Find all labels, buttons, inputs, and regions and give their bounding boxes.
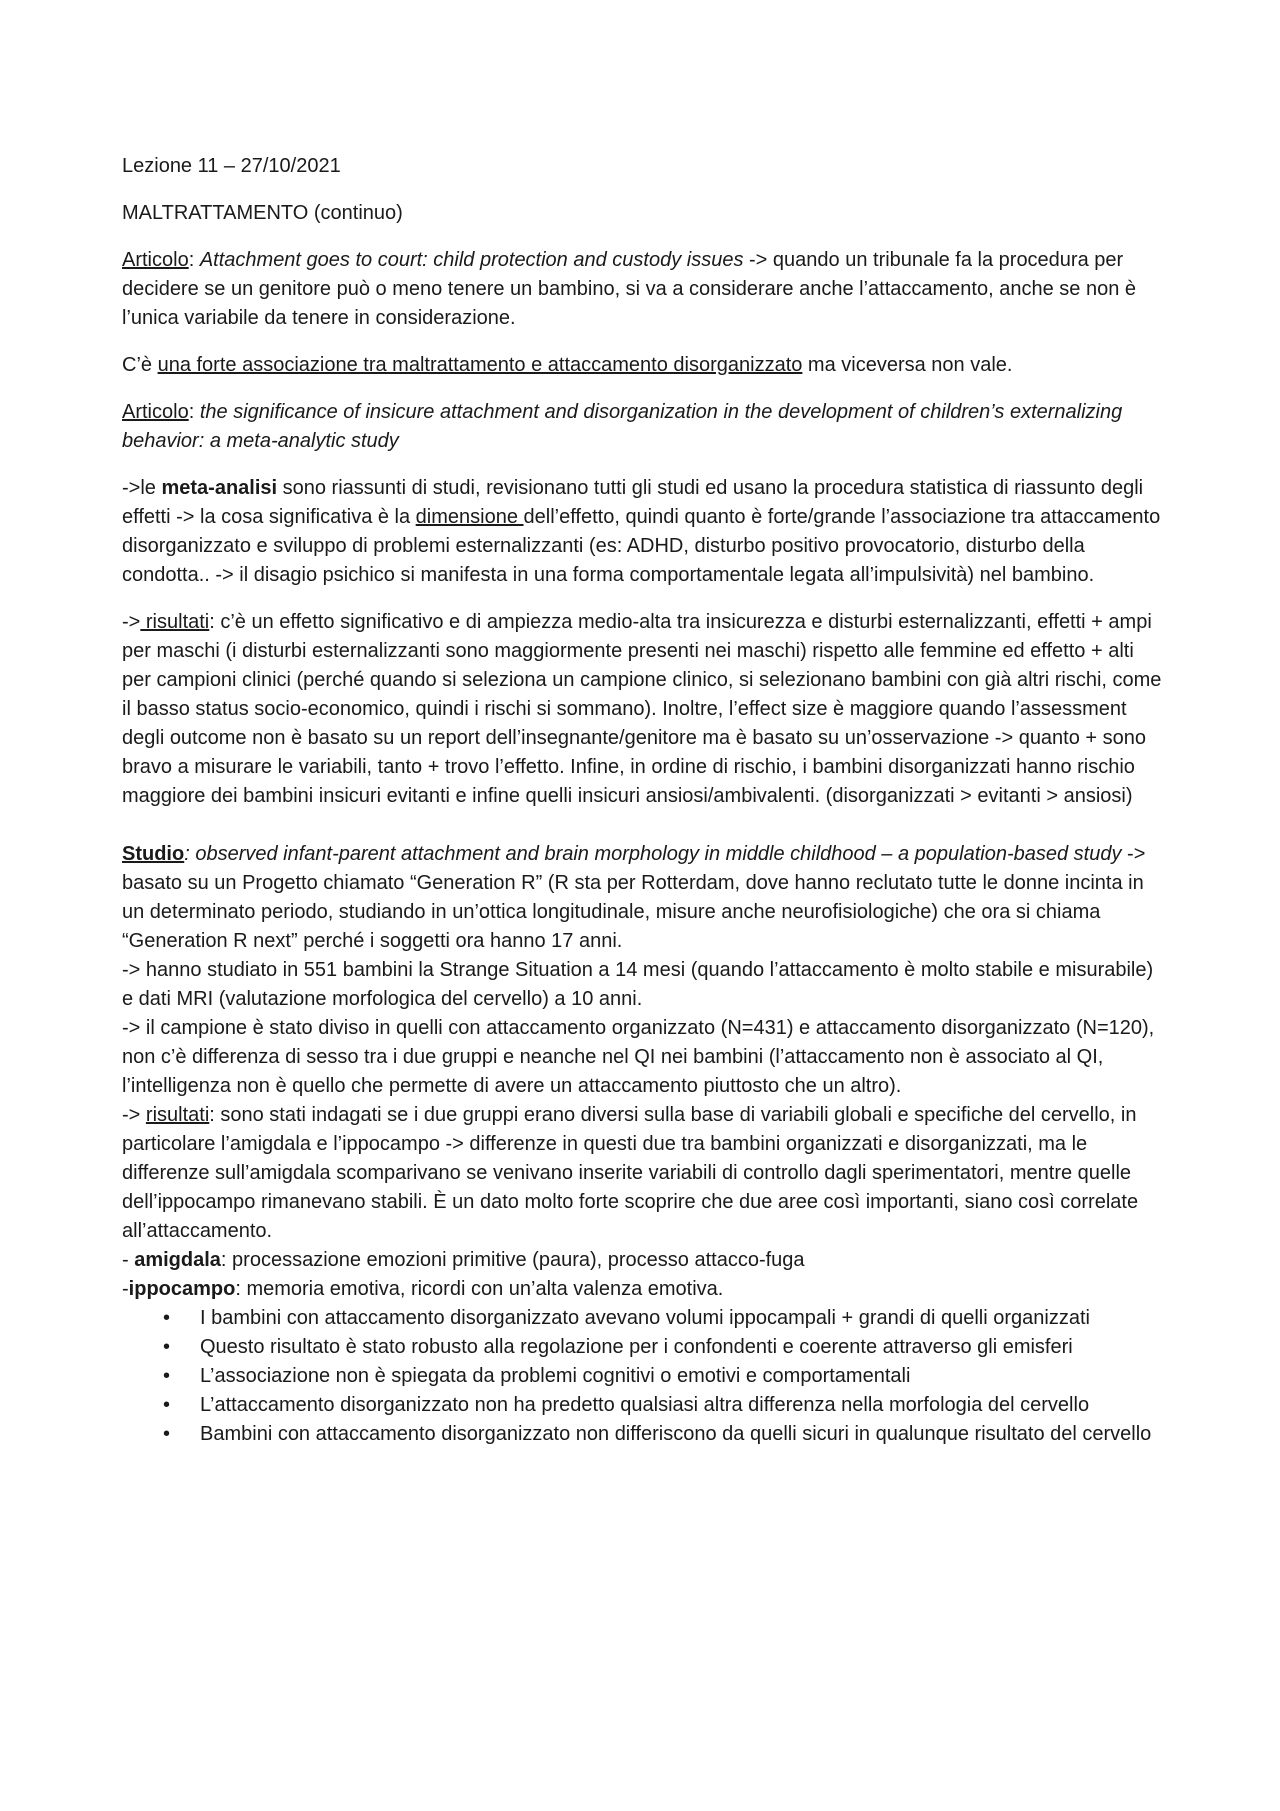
study-results-label: risultati bbox=[145, 1104, 210, 1126]
meta-pre: ->le bbox=[122, 477, 162, 499]
study-results-text: : sono stati indagati se i due gruppi erano diversi sulla base di variabili globali e specifiche del cervello, in particolare l’amigdala e l’ippocampo -> differenze in questi due tra bambini organizzati e disorganizzati, ma le differenze sull’amigdala scomparivano se venivano inserite variabili di controllo dagli sperimentatori, mentre quelle dell’ippocampo rimanevano stabili. È un dato molto forte scoprire che due aree così importanti, siano così correlate all’attaccamento. bbox=[122, 1104, 1139, 1242]
amygdala-label: amigdala bbox=[134, 1249, 221, 1271]
bullet-icon: • bbox=[163, 1336, 171, 1358]
amygdala-text: : processazione emozioni primitive (paura), processo attacco-fuga bbox=[220, 1249, 805, 1271]
list-item bbox=[163, 1420, 1165, 1449]
association-paragraph bbox=[122, 351, 1165, 380]
results1-pre: -> bbox=[122, 611, 141, 633]
bullet-icon: • bbox=[163, 1307, 171, 1329]
article2-label: Articolo bbox=[122, 401, 189, 423]
article1-title: Attachment goes to court: child protection and custody issues bbox=[199, 249, 744, 271]
meta-underlined: dimensione bbox=[415, 506, 524, 528]
hippocampus-pre: - bbox=[122, 1278, 129, 1300]
bullet-icon: • bbox=[163, 1423, 171, 1445]
list-item bbox=[163, 1391, 1165, 1420]
study-results bbox=[122, 1101, 1165, 1246]
amygdala-line bbox=[122, 1246, 1165, 1275]
hippocampus-label: ippocampo bbox=[128, 1278, 236, 1300]
lesson-heading: Lezione 11 – 27/10/2021 bbox=[122, 155, 341, 177]
list-item-text: Questo risultato è stato robusto alla regolazione per i confondenti e coerente attraverso gli emisferi bbox=[200, 1336, 1073, 1358]
list-item-text: Bambini con attaccamento disorganizzato non differiscono da quelli sicuri in qualunque risultato del cervello bbox=[200, 1423, 1152, 1445]
study-results-pre: -> bbox=[122, 1104, 146, 1126]
list-item-text: I bambini con attaccamento disorganizzato avevano volumi ippocampali + grandi di quelli organizzati bbox=[200, 1307, 1090, 1329]
list-item bbox=[163, 1304, 1165, 1333]
meta-bold: meta-analisi bbox=[161, 477, 278, 499]
article1-label: Articolo bbox=[122, 249, 189, 271]
amygdala-pre: - bbox=[122, 1249, 135, 1271]
results1-paragraph bbox=[122, 608, 1165, 811]
study-text: -> basato su un Progetto chiamato “Generation R” (R sta per Rotterdam, dove hanno reclutato tutte le donne incinta in un determinato periodo, studiando in un’ottica longitudinale, misure anche neurofisiologiche) che ora si chiama “Generation R next” perché i soggetti ora hanno 17 anni. bbox=[122, 843, 1146, 952]
results1-label: risultati bbox=[140, 611, 210, 633]
hippocampus-text: : memoria emotiva, ricordi con un’alta valenza emotiva. bbox=[235, 1278, 724, 1300]
association-pre: C’è bbox=[122, 354, 158, 376]
article1-paragraph: Articolo: Attachment goes to court: child protection and custody issues -> quando un tribunale fa la procedura per decidere se un genitore può o meno tenere un bambino, si va a considerare anche l’attaccamento, anche se non è l’unica variabile da tenere in considerazione. bbox=[122, 249, 1136, 329]
study-title: : observed infant-parent attachment and brain morphology in middle childhood – a population-based study bbox=[184, 843, 1122, 865]
meta-mid: sono riassunti di studi, revisionano tutti gli studi ed usano la procedura statistica di riassunto degli effetti -> la cosa significativa è la bbox=[122, 477, 1144, 528]
article2-title: the significance of insicure attachment and disorganization in the development of children’s externalizing behavior: a meta-analytic study bbox=[122, 401, 1123, 452]
results1-text: : c’è un effetto significativo e di ampiezza medio-alta tra insicurezza e disturbi esternalizzanti, effetti + ampi per maschi (i disturbi esternalizzanti sono maggiormente presenti nei maschi) rispetto alle femmine ed effetto + alti per campioni clinici (perché quando si seleziona un campione clinico, si selezionano bambini con già altri rischi, come il basso status socio-economico, quindi i rischi si sommano). Inoltre, l’effect size è maggiore quando l’assessment degli outcome non è basato su un report dell’insegnante/genitore ma è basato su un’osservazione -> quanto + sono bravo a misurare le variabili, tanto + trovo l’effetto. Infine, in ordine di rischio, i bambini disorganizzati hanno rischio maggiore dei bambini insicuri evitanti e infine quelli insicuri ansiosi/ambivalenti. (disorganizzati > evitanti > ansiosi) bbox=[122, 611, 1162, 807]
study-paragraph bbox=[122, 840, 1165, 956]
list-item bbox=[163, 1333, 1165, 1362]
study-line-2: -> hanno studiato in 551 bambini la Strange Situation a 14 mesi (quando l’attaccamento è molto stabile e misurabile) e dati MRI (valutazione morfologica del cervello) a 10 anni. bbox=[122, 959, 1154, 1010]
list-item-text: L’associazione non è spiegata da problemi cognitivi o emotivi e comportamentali bbox=[200, 1365, 911, 1387]
meta-post: dell’effetto, quindi quanto è forte/grande l’associazione tra attaccamento disorganizzato e sviluppo di problemi esternalizzanti (es: ADHD, disturbo positivo provocatorio, disturbo della condotta.. -> il disagio psichico si manifesta in una forma comportamentale legata all’impulsività) nel bambino. bbox=[122, 506, 1161, 586]
bullet-icon: • bbox=[163, 1394, 171, 1416]
association-post: ma viceversa non vale. bbox=[802, 354, 1013, 376]
article1-text: -> quando un tribunale fa la procedura per decidere se un genitore può o meno tenere un bambino, si va a considerare anche l’attaccamento, anche se non è l’unica variabile da tenere in considerazione. bbox=[122, 249, 1136, 329]
article2-paragraph: Articolo: the significance of insicure attachment and disorganization in the development of children’s externalizing behavior: a meta-analytic study bbox=[122, 401, 1123, 452]
meta-analysis-paragraph bbox=[122, 474, 1165, 590]
topic-heading: MALTRATTAMENTO (continuo) bbox=[122, 202, 403, 224]
study-label: Studio bbox=[122, 843, 185, 865]
hippocampus-line bbox=[122, 1275, 1165, 1304]
list-item-text: L’attaccamento disorganizzato non ha predetto qualsiasi altra differenza nella morfologia del cervello bbox=[200, 1394, 1090, 1416]
list-item bbox=[163, 1362, 1165, 1391]
blank-line bbox=[122, 811, 1165, 840]
study-line-3: -> il campione è stato diviso in quelli con attaccamento organizzato (N=431) e attaccamento disorganizzato (N=120), non c’è differenza di sesso tra i due gruppi e neanche nel QI nei bambini (l’attaccamento non è associato al QI, l’intelligenza non è quello che permette di avere un attaccamento piuttosto che un altro). bbox=[122, 1017, 1155, 1097]
association-underlined: una forte associazione tra maltrattamento e attaccamento disorganizzato bbox=[157, 354, 803, 376]
findings-list bbox=[122, 1304, 1165, 1449]
bullet-icon: • bbox=[163, 1365, 171, 1387]
